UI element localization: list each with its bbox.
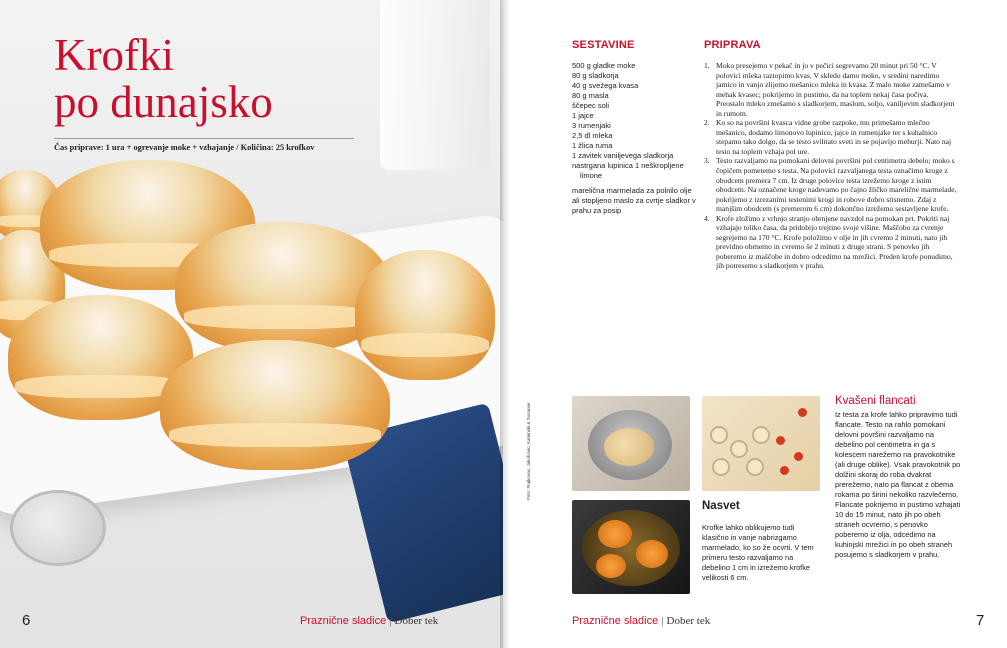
sugar-sieve-image	[10, 490, 106, 566]
title-divider	[54, 138, 354, 139]
step-number: 4.	[704, 213, 710, 223]
footer-left	[300, 615, 438, 627]
cut-dough-photo	[702, 396, 820, 491]
side-recipe-text: Iz testa za krofe lahko pripravimo tudi flancate. Testo na rahlo pomokani delovni površini razvaljamo na debelino pol centimetra in ga s kolescem narežemo na pravokotnike (ali druge oblike). Vsak pravokotnik po dolžini skoraj do roba dvakrat prerežemo, nato pa flancat z obema rokama po širini nekoliko razvlečemo. Flancate pokrijemo in pustimo vzhajati 10 do 15 minut, nato jih po obeh straneh ocvremo, s penovko poberemo iz olja, odcedimo na kuhinjski mrežici in po obeh straneh posujemo s sladkorjem v prahu.	[835, 410, 961, 559]
side-recipe-heading: Kvašeni flancati	[835, 395, 916, 407]
ingredient-item: 1 jajce	[572, 111, 594, 120]
footer-separator: |	[389, 615, 392, 627]
step-text: Ko so na površini kvasca vidne grobe razpoke, mu primešamo mlečno mešanico, dodamo limonovo lupinico, jajce in rumenjake ter s kuhalnico stepamo tako dolgo, da se testo svilnato sveti in se pojavijo mehurji. Nato naj testo na toplem vzhaja pol ure.	[716, 118, 952, 156]
method-step	[704, 61, 958, 118]
frying-donuts-photo	[572, 500, 690, 594]
recipe-title	[54, 32, 273, 126]
jam-dot	[780, 466, 789, 475]
footer-publication: Dober tek	[394, 615, 439, 627]
recipe-title-line2: po dunajsko	[54, 77, 273, 127]
step-text: Testo razvaljamo na pomokani delovni površini pol centimetra debelo; moko s čopičem pometemo s testa. Na polovici razvaljanega testa označimo kroge z obodcem premera 7 cm. Iz druge polovice testa izrežemo kroge z istim obodcem. Na označene kroge nadevamo po čajno žličko marelične marmelade, pokrijemo z izrezanimi testenimi krogi in robove dobro stisnemo. Zdaj z manjšim obodcem (s premerom 6 cm) dokončno izrežemo sestavljene krofe.	[716, 156, 957, 214]
step-text: Krofe zložimo z vrhnjo stranjo obrnjene navzdol na pomokan prt. Pokriti naj vzhajajo toliko časa, da pridobijo trejtino svoje višine. Maščobo za cvrenje segrejemo na 170 °C. Krofe položimo v olje in jih cvremo 2 minuti, nato jih previdno obrnemo in cvremo še 2 minuti z druge strani. S penovko jih poberemo iz maščobe in dobro odcedimo na mrežici. Preden krofe ponudimo, jih potresemo s sladkorjem v prahu.	[716, 213, 953, 271]
step-number: 3.	[704, 156, 710, 166]
page-number-left: 6	[22, 612, 31, 629]
ingredient-item: ščepec soli	[572, 101, 610, 110]
ingredient-item: limone	[580, 171, 603, 180]
jam-dot	[776, 436, 785, 445]
method-step	[704, 118, 958, 156]
donut-image	[160, 340, 390, 470]
donut-image	[355, 250, 495, 380]
ingredients-heading: SESTAVINE	[572, 39, 635, 51]
method-steps	[704, 61, 958, 271]
frying-donut	[598, 520, 632, 548]
dough-circle	[752, 426, 770, 444]
jam-dot	[794, 452, 803, 461]
step-number: 1.	[704, 61, 710, 70]
photo-credit: Foto: Frajkovac, Jakobovic, Kaminski & Susanne	[526, 402, 531, 500]
dough-circle	[746, 458, 764, 476]
ingredient-item: 80 g masla	[572, 91, 609, 100]
step-text: Moko presejemo v pekač in jo v pečici segrevamo 20 minut pri 50 °C. V polovici mleka raztopimo kvas. V skledo damo moko, v sredini naredimo jamico in vanjo zlijemo mešanico mleka in kvasa. Z malo moke zamešamo v mehak kvasec; pokrijemo in pustimo, da na toplem nekaj časa počiva. Preostalo mleko zmešamo s sladkorjem, maslom, soljo, vaniljevim sladkorjem in rumom.	[716, 61, 955, 118]
frying-donut	[596, 554, 626, 578]
dough-bowl-photo	[572, 396, 690, 491]
footer-right	[572, 615, 710, 627]
footer-publication: Dober tek	[666, 615, 711, 627]
footer-separator: |	[661, 615, 664, 627]
ingredient-item: 2,5 dl mleka	[572, 131, 613, 140]
dough-circle	[730, 440, 748, 458]
ingredient-item: 3 rumenjaki	[572, 121, 611, 130]
method-step	[704, 214, 958, 271]
footer-section-title: Praznične sladice	[300, 615, 387, 627]
jam-dot	[798, 408, 807, 417]
page-number-right: 7	[976, 612, 985, 629]
footer-section-title: Praznične sladice	[572, 615, 659, 627]
tip-text: Krofke lahko oblikujemo tudi klasično in vanje nabrizgamo marmelado, ko so že ocvrti. V tem primeru testo razvaljamo na debelino 1 cm in izrežemo krofke velikosti 6 cm.	[702, 523, 814, 582]
frying-donut	[636, 540, 668, 568]
right-page	[510, 0, 1007, 648]
dough-shape	[604, 428, 654, 466]
step-number: 2.	[704, 118, 710, 128]
ingredient-item: 80 g sladkorja	[572, 71, 619, 80]
ingredient-item: 500 g gladke moke	[572, 61, 636, 70]
ingredient-item: 40 g svežega kvasa	[572, 81, 639, 90]
ingredient-item: nastrgana lupinica 1 neškropljene	[572, 161, 684, 170]
left-page	[0, 0, 503, 648]
dough-circle	[712, 458, 730, 476]
page-gutter-shadow	[500, 0, 510, 648]
recipe-title-line1: Krofki	[54, 30, 174, 80]
ingredient-item: 1 zavitek vaniljevega sladkorja	[572, 151, 674, 160]
dough-circle	[710, 426, 728, 444]
jar-image	[380, 0, 490, 170]
prep-time-and-yield: Čas priprave: 1 ura + ogrevanje moke + vzhajanje / Količina: 25 krofkov	[54, 143, 315, 152]
method-step	[704, 156, 958, 213]
ingredients-extra: marelična marmelada za polnilo olje ali stopljeno maslo za cvrtje sladkor v prahu za posip	[572, 186, 696, 215]
ingredients-list	[572, 61, 694, 181]
tip-heading: Nasvet	[702, 500, 740, 512]
method-heading: PRIPRAVA	[704, 39, 761, 51]
ingredient-item: 1 žlica ruma	[572, 141, 613, 150]
